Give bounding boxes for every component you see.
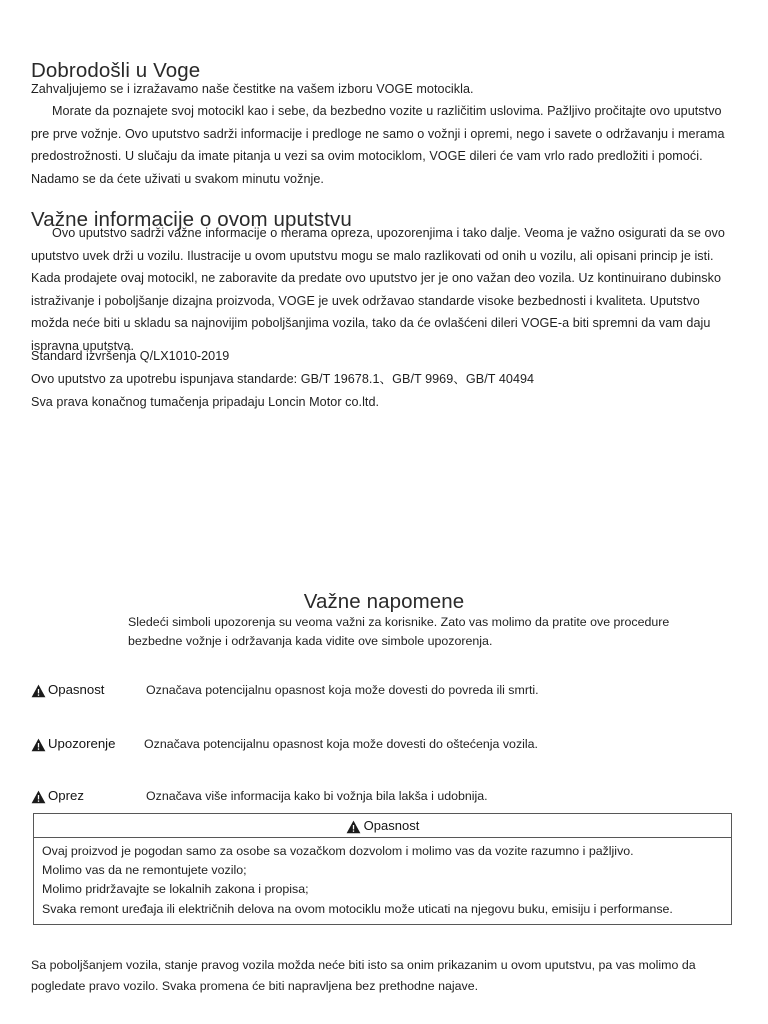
danger-box-title: Opasnost [363,818,420,833]
legend-label-danger [31,682,104,697]
legend-description: Označava potencijalnu opasnost koja može dovesti do oštećenja vozila. [144,737,538,751]
rights-line: Sva prava konačnog tumačenja pripadaju Loncin Motor co.ltd. [31,395,380,409]
legend-label-text: Oprez [48,788,84,803]
warning-triangle-icon [346,820,361,834]
danger-box-line: Ovaj proizvod je pogodan samo za osobe sa vozačkom dozvolom i molimo vas da vozite razumno i pažljivo. [42,844,634,858]
welcome-paragraph-2: Morate da poznajete svoj motocikl kao i sebe, da bezbedno vozite u različitim uslovima. Pažljivo pročitajte ovo uputstvo pre prve vožnje. Ovo uputstvo sadrži informacije i predloge ne samo o vožnji i opremi, nego i savete o održavanju i merama predostrožnosti. U slučaju da imate pitanja u vezi sa ovim motociklom, VOGE dileri će vam vrlo rado predložiti i pomoći. Nadamo se da ćete uživati u svakom minutu vožnje. [31,104,725,186]
warning-triangle-icon [31,738,46,752]
standard-line: Standard izvršenja Q/LX1010-2019 [31,349,230,363]
warning-triangle-icon [31,684,46,698]
legend-row [31,788,737,810]
warning-triangle-icon [31,790,46,804]
important-info-paragraph: Ovo uputstvo sadrži važne informacije o merama opreza, upozorenjima i tako dalje. Veoma je važno osigurati da se ovo uputstvo uvek drži u vozilu. Ilustracije u ovom uputstvu mogu se malo razlikovati od onih u vozilu, ali opisani princip je isti. Kada prodajete ovaj motocikl, ne zaboravite da predate ovo uputstvo jer je ono važan deo vozila. Uz kontinuirano dubinsko istraživanje i poboljšanje dizajna proizvoda, VOGE je uvek održavao standarde visoke bezbednosti i kvaliteta. Uputstvo možda neće biti u skladu sa najnovijim poboljšanjima vozila, tako da će ovlašćeni dileri VOGE-a biti spremni da vam daju ispravna uputstva. [31,226,725,353]
legend-label-warning [31,736,115,751]
legend-label-text: Opasnost [48,682,105,697]
danger-box-body [34,838,731,924]
important-notes-intro: Sledeći simboli upozorenja su veoma važni za korisnike. Zato vas molimo da pratite ove procedure bezbedne vožnje i održavanja kada vidite ove simbole upozorenja. [128,615,670,648]
legend-description: Označava potencijalnu opasnost koja može dovesti do povreda ili smrti. [146,683,539,697]
danger-box-line: Svaka remont uređaja ili električnih delova na ovom motociklu može uticati na njegovu buku, emisiju i performanse. [42,901,673,916]
legend-description: Označava više informacija kako bi vožnja bila lakša i udobnija. [146,789,488,803]
danger-box-line: Molimo vas da ne remontujete vozilo; [42,863,247,878]
legend-row [31,736,737,758]
danger-box-line: Molimo pridržavajte se lokalnih zakona i propisa; [42,882,309,897]
legend-row [31,682,737,704]
compliance-line: Ovo uputstvo za upotrebu ispunjava standarde: GB/T 19678.1、GB/T 9969、GB/T 40494 [31,372,535,386]
welcome-heading: Dobrodošli u Voge [31,58,201,82]
legend-label-caution [31,788,84,803]
footer-paragraph: Sa poboljšanjem vozila, stanje pravog vozila možda neće biti isto sa onim prikazanim u ovom uputstvu, pa vas molimo da pogledate pravo vozilo. Svaka promena će biti napravljena bez prethodne najave. [31,958,696,993]
important-info-heading: Važne informacije o ovom uputstvu [31,207,352,231]
danger-callout-box [33,813,732,925]
welcome-paragraph-1: Zahvaljujemo se i izražavamo naše čestitke na vašem izboru VOGE motocikla. [31,82,474,96]
important-notes-heading: Važne napomene [303,589,465,613]
legend-label-text: Upozorenje [48,736,116,751]
danger-box-header [34,814,731,838]
